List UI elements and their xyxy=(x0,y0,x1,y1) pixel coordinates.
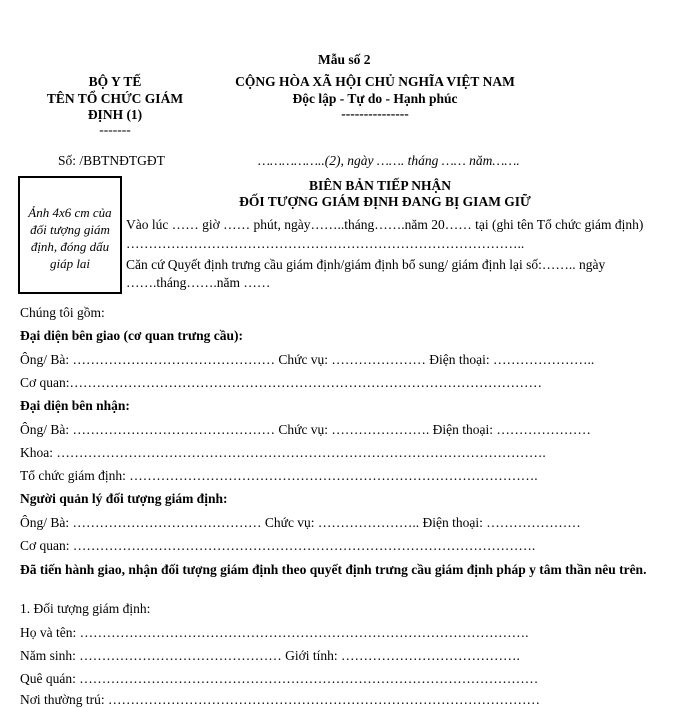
birth-gender-line: Năm sinh: ……………………………………… Giới tính: …………………………………. xyxy=(20,648,520,663)
receiver-organization-line: Tổ chức giám định: ………………………………………………………………………………. xyxy=(20,468,538,483)
org-name-line2: ĐỊNH (1) xyxy=(87,107,143,122)
title-line1: BIÊN BẢN TIẾP NHẬN xyxy=(309,178,451,193)
document-number: Số: /BBTNĐTGĐT xyxy=(58,153,165,168)
full-name-line: Họ và tên: ………………………………………………………………………………………. xyxy=(20,625,529,640)
manager-heading: Người quản lý đối tượng giám định: xyxy=(20,491,228,506)
org-name-line1: TÊN TỔ CHỨC GIÁM xyxy=(46,91,184,106)
giver-heading: Đại diện bên giao (cơ quan trưng cầu): xyxy=(20,328,243,343)
title-line2: ĐỐI TƯỢNG GIÁM ĐỊNH ĐANG BỊ GIAM GIỮ xyxy=(239,194,531,209)
decision-basis-line: Căn cứ Quyết định trưng cầu giám định/giám định bổ sung/ giám định lại số:…….. ngày xyxy=(126,257,606,272)
time-place-line: Vào lúc …… giờ …… phút, ngày……..tháng…….năm 20…… tại (ghi tên Tổ chức giám định) xyxy=(126,217,644,232)
decision-basis-line-2: …….tháng…….năm …… xyxy=(126,275,271,290)
giver-person-line: Ông/ Bà: ……………………………………… Chức vụ: ………………… Điện thoại: ………………….. xyxy=(20,352,595,367)
we-include-label: Chúng tôi gồm: xyxy=(20,305,105,320)
ministry-name: BỘ Y TẾ xyxy=(88,74,142,89)
org-divider: ------- xyxy=(99,122,131,137)
receiver-department-line: Khoa: ………………………………………………………………………………………………. xyxy=(20,445,546,460)
form-number: Mẫu số 2 xyxy=(318,52,371,67)
time-place-line-2: …………………………………………………………………………….. xyxy=(126,236,525,251)
receiver-person-line: Ông/ Bà: ……………………………………… Chức vụ: …………………. Điện thoại: ………………… xyxy=(20,422,591,437)
giver-agency-line: Cơ quan:…………………………………………………………………………………………… xyxy=(20,375,543,390)
photo-instructions: Ảnh 4x6 cm của đối tượng giám định, đóng dấu giáp lai xyxy=(28,205,112,271)
manager-agency-line: Cơ quan: …………………………………………………………………………………………. xyxy=(20,538,536,553)
manager-person-line: Ông/ Bà: …………………………………… Chức vụ: ………………….. Điện thoại: ………………… xyxy=(20,515,581,530)
country-name: CỘNG HÒA XÃ HỘI CHỦ NGHĨA VIỆT NAM xyxy=(235,74,515,89)
hometown-line: Quê quán: ………………………………………………………………………………………… xyxy=(20,671,539,686)
place-date: ……………..(2), ngày ……. tháng …… năm……. xyxy=(258,153,520,168)
conducted-statement: Đã tiến hành giao, nhận đối tượng giám định theo quyết định trưng cầu giám định pháp y tâm thần nêu trên. xyxy=(20,562,647,577)
residence-line: Nơi thường trú: …………………………………………………………………………………… xyxy=(20,692,540,707)
photo-placeholder xyxy=(18,176,122,294)
national-motto: Độc lập - Tự do - Hạnh phúc xyxy=(292,91,458,106)
section-1-heading: 1. Đối tượng giám định: xyxy=(20,601,151,616)
motto-divider: --------------- xyxy=(341,106,409,121)
receiver-heading: Đại diện bên nhận: xyxy=(20,398,130,413)
